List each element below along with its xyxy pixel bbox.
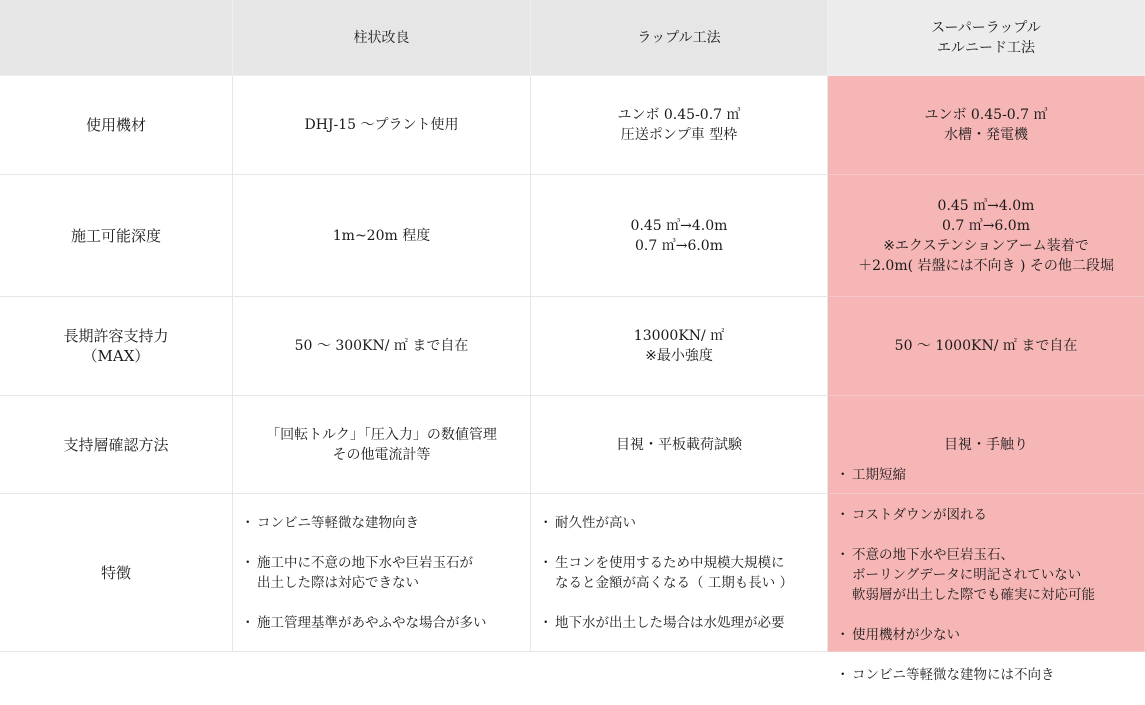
cell-bearing-col1: 50 〜 300KN/ ㎡ まで自在: [233, 297, 531, 396]
cell-features-col2: [531, 494, 828, 652]
header-column-pillar-improvement: 柱状改良: [233, 0, 531, 76]
cell-features-col1: [233, 494, 531, 652]
cell-verification-col2: 目視・平板載荷試験: [531, 396, 828, 494]
list-item: ・ 工期短縮: [838, 465, 1136, 485]
cell-equipment-col2: ユンボ 0.45-0.7 ㎥ 圧送ポンプ車 型枠: [531, 76, 828, 175]
row-label-features: 特徴: [0, 494, 233, 652]
list-item: ・ コストダウンが図れる: [838, 505, 1136, 525]
header-empty-cell: [0, 0, 233, 76]
cell-depth-col1: 1m~20m 程度: [233, 175, 531, 297]
cell-verification-col1: 「回転トルク」「圧入力」の数値管理 その他電流計等: [233, 396, 531, 494]
cell-features-col3: [828, 466, 1145, 683]
list-item: ・ 耐久性が高い: [541, 513, 819, 533]
list-item: ・ 生コンを使用するため中規模大規模に なると金額が高くなる（ 工期も長い ）: [541, 553, 819, 593]
list-item: ・ コンビニ等軽微な建物には不向き: [838, 665, 1136, 685]
cell-equipment-col1: DHJ-15 〜プラント使用: [233, 76, 531, 175]
cell-equipment-col3: ユンボ 0.45-0.7 ㎥ 水槽・発電機: [828, 76, 1145, 175]
row-label-verification: 支持層確認方法: [0, 396, 233, 494]
cell-verification-col3: 目視・手触り: [828, 396, 1145, 494]
cell-depth-col3: 0.45 ㎥→4.0m 0.7 ㎥→6.0m ※エクステンションアーム装着で ＋2.0m( 岩盤には不向き ) その他二段堀: [828, 175, 1145, 297]
list-item: ・ 不意の地下水や巨岩玉石、 ボーリングデータに明記されていない 軟弱層が出土した際でも確実に対応可能: [838, 545, 1136, 605]
cell-depth-col2: 0.45 ㎥→4.0m 0.7 ㎥→6.0m: [531, 175, 828, 297]
header-column-rapple-method: ラップル工法: [531, 0, 828, 76]
header-column-super-rapple: スーパーラップル エルニード工法: [828, 0, 1145, 76]
row-label-equipment: 使用機材: [0, 76, 233, 175]
cell-bearing-col3: 50 〜 1000KN/ ㎡ まで自在: [828, 297, 1145, 396]
list-item: ・ コンビニ等軽微な建物向き: [243, 513, 522, 533]
list-item: ・ 施工管理基準があやふやな場合が多い: [243, 613, 522, 633]
row-label-depth: 施工可能深度: [0, 175, 233, 297]
list-item: ・ 地下水が出土した場合は水処理が必要: [541, 613, 819, 633]
list-item: ・ 使用機材が少ない: [838, 625, 1136, 645]
cell-bearing-col2: 13000KN/ ㎡ ※最小強度: [531, 297, 828, 396]
row-label-bearing-capacity: 長期許容支持力 （MAX）: [0, 297, 233, 396]
list-item: ・ 施工中に不意の地下水や巨岩玉石が 出土した際は対応できない: [243, 553, 522, 593]
